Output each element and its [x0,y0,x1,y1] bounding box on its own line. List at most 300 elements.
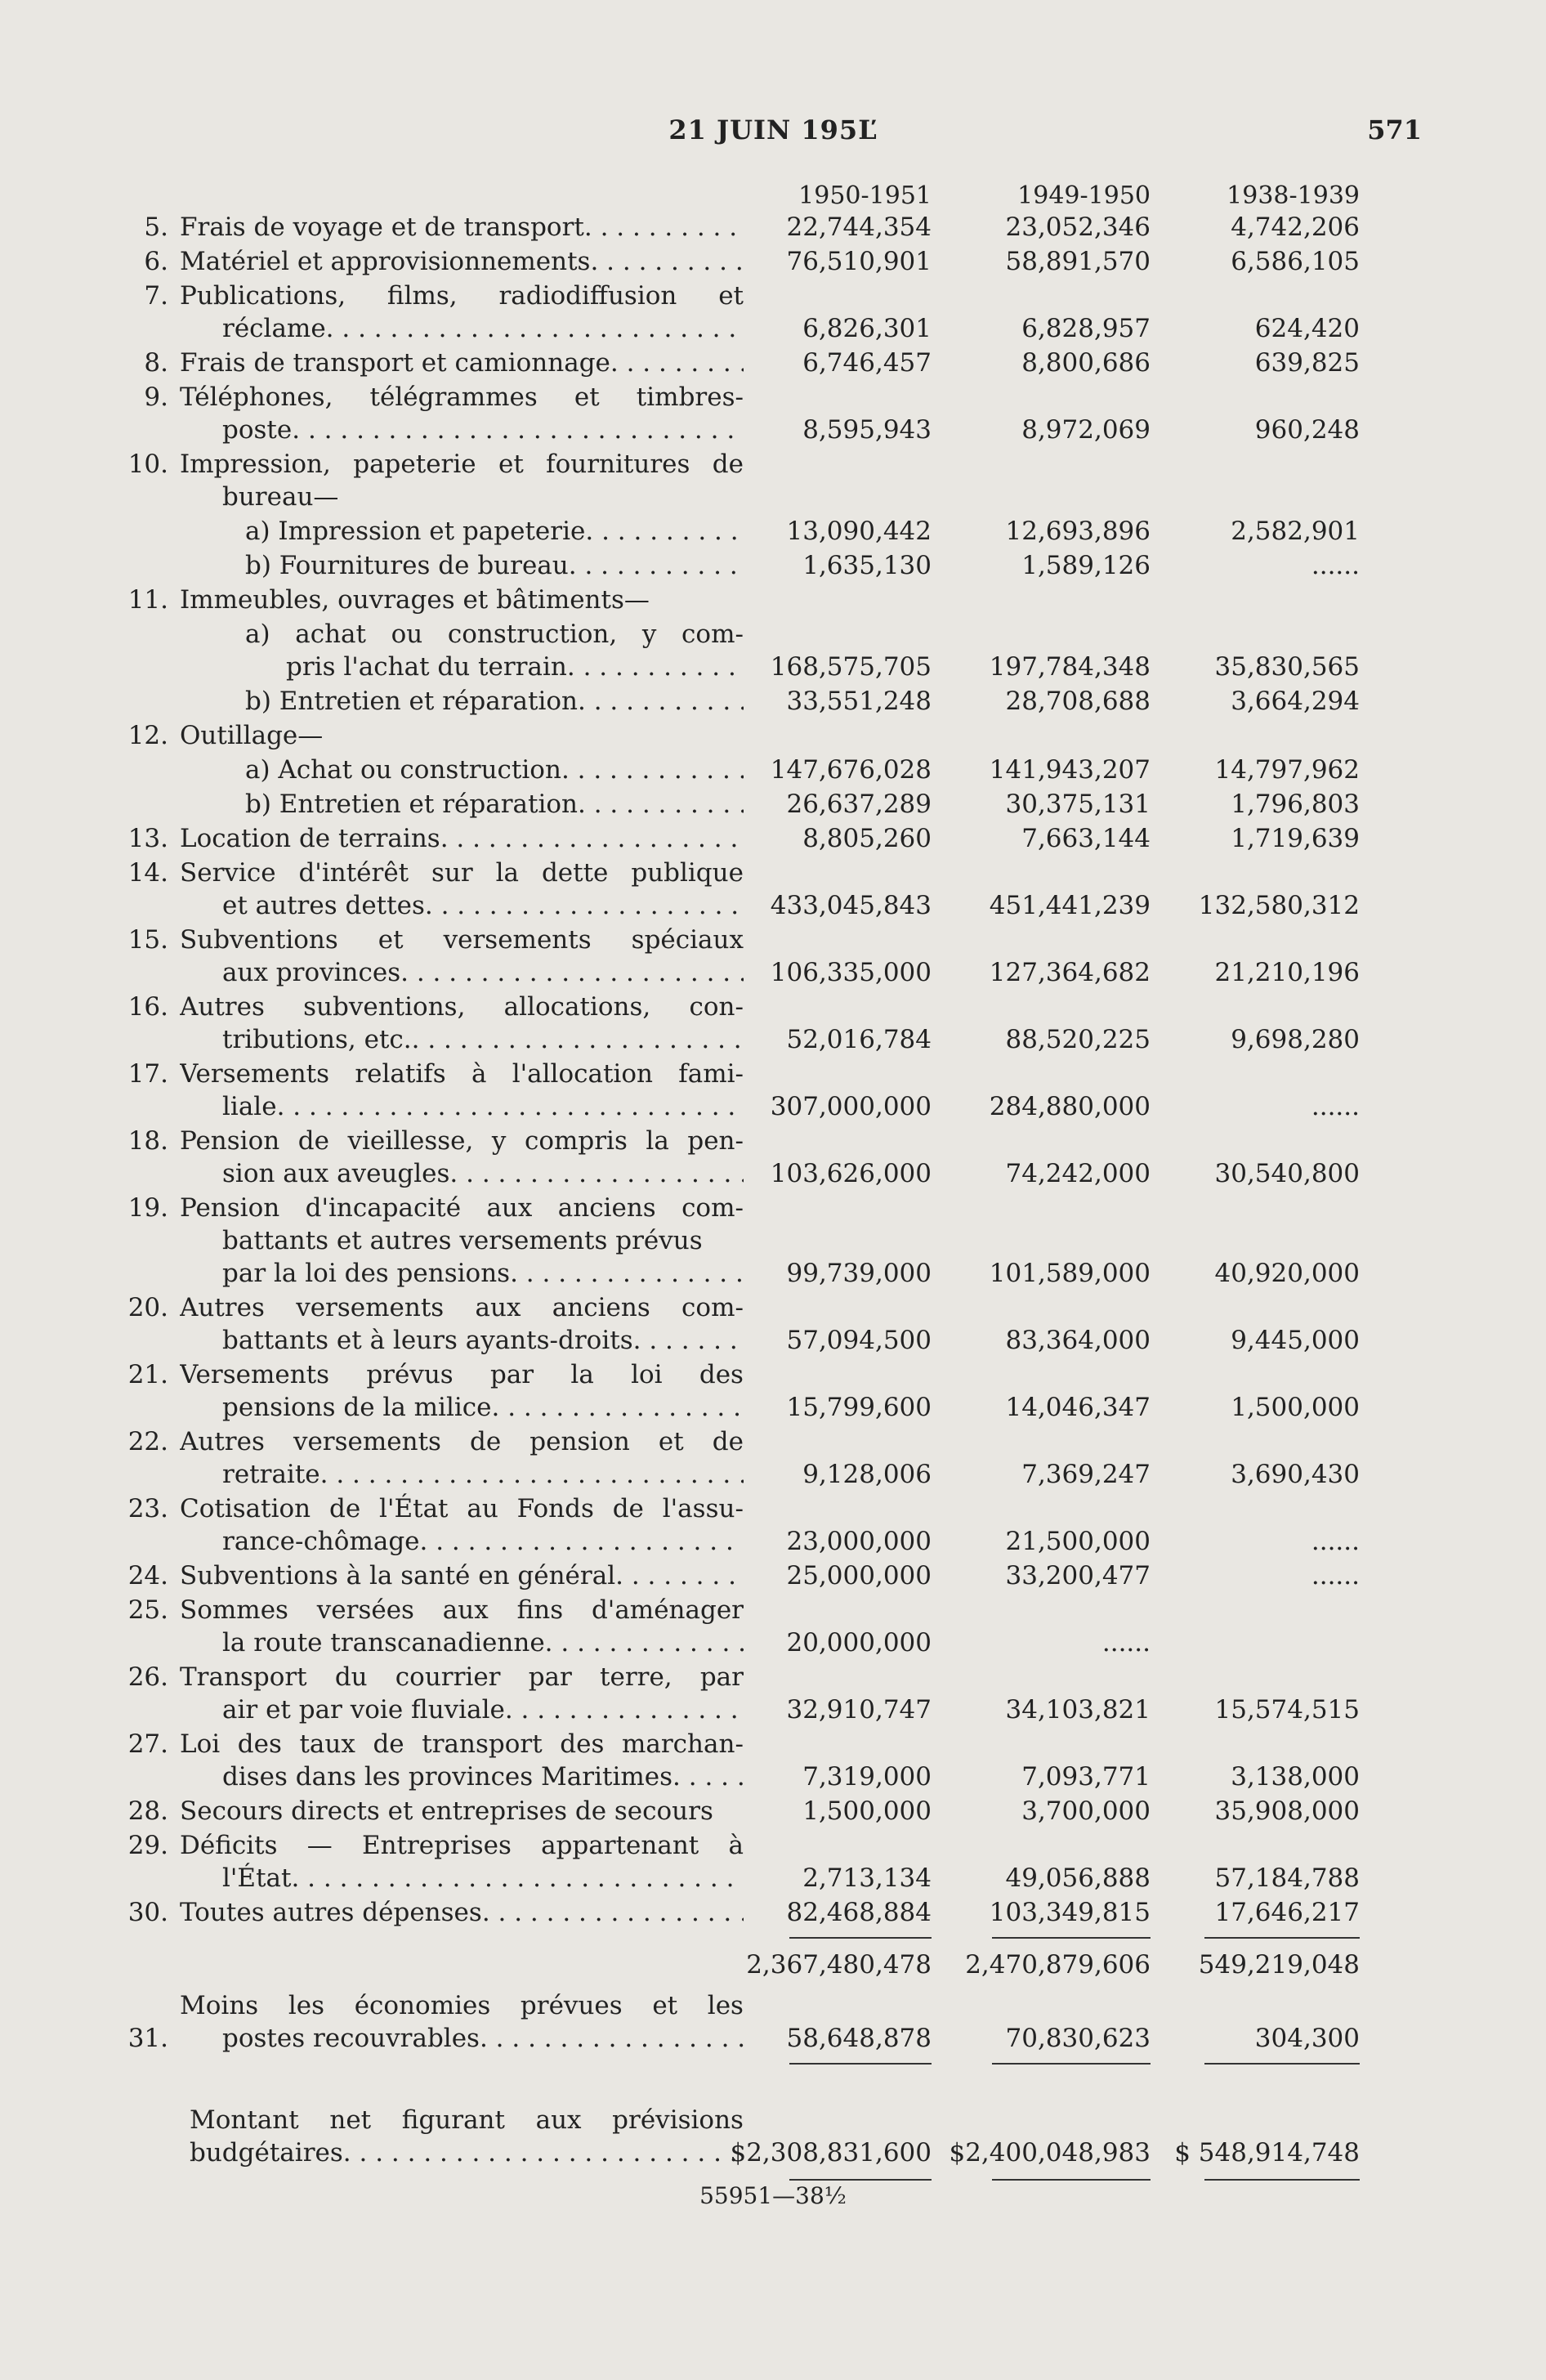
value-1950-1951: 103,626,000 [770,1159,932,1188]
description-text: Loi des taux de transport des marchan- [180,1729,744,1759]
item-description [190,2104,744,2169]
value-1950-1951: 147,676,028 [770,755,932,785]
value-1950-1951: 9,128,006 [802,1460,932,1489]
value-1949-1950: 8,972,069 [1021,415,1151,445]
value-1950-1951: 7,319,000 [802,1762,932,1792]
item-number: 8. [144,348,168,378]
description-text: Moins les économies prévues et les [180,1991,744,2020]
description-text: battants et à leurs ayants-droits [222,1326,633,1355]
table-row [0,685,1546,719]
description-line [180,1192,744,1224]
description-line [180,1257,744,1290]
description-line [180,1829,744,1862]
subtotal-value: 2,470,879,606 [965,1950,1151,1980]
value-1949-1950: 451,441,239 [989,891,1151,920]
deduction-value: 58,648,878 [786,2024,932,2053]
value-1949-1950: 58,891,570 [1005,247,1151,276]
description-line [180,481,744,513]
table-row [0,1291,1546,1358]
description-text: b) Fournitures de bureau [245,551,569,580]
description-text: Téléphones, télégrammes et timbres- [180,382,744,412]
description-text: poste [222,415,293,445]
item-description [180,1425,744,1491]
description-text: Frais de voyage et de transport [180,212,584,242]
description-text: Cotisation de l'État au Fonds de l'assu- [180,1494,744,1523]
subtotal-value: 2,367,480,478 [746,1950,932,1980]
value-1949-1950: 74,242,000 [1005,1159,1151,1188]
table-row [0,618,1546,685]
description-text: Subventions à la santé en général [180,1561,616,1590]
description-text: a) Achat ou construction [245,755,561,785]
value-1938-1939: 35,830,565 [1214,652,1360,682]
table-row [0,347,1546,381]
description-line [180,1896,744,1929]
value-1949-1950: 83,364,000 [1005,1326,1151,1355]
description-text: l'État [222,1863,292,1893]
description-text: Sommes versées aux fins d'aménager [180,1595,744,1625]
value-1950-1951: 15,799,600 [786,1393,932,1422]
net-double-rule [992,2179,1151,2181]
item-description [180,549,744,582]
table-row [0,788,1546,822]
value-1949-1950: 30,375,131 [1005,790,1151,819]
table-row [0,1358,1546,1425]
value-1938-1939: 3,690,430 [1231,1460,1360,1489]
value-1938-1939: 30,540,800 [1214,1159,1360,1188]
description-text: la route transcanadienne [222,1628,545,1658]
description-text: Outillage— [180,721,324,750]
item-number: 22. [127,1427,168,1456]
value-1938-1939: 639,825 [1254,348,1360,378]
value-1950-1951: 82,468,884 [786,1898,932,1927]
value-1950-1951: 6,826,301 [802,314,932,343]
value-1949-1950: 141,943,207 [989,755,1151,785]
description-line [180,719,744,752]
item-description [180,1594,744,1659]
item-description [180,448,744,513]
item-description [180,1559,744,1592]
description-line [180,1324,744,1357]
description-line [180,1358,744,1391]
table-row [0,1425,1546,1492]
value-1949-1950: 14,046,347 [1005,1393,1151,1422]
net-total-value: $2,400,048,983 [949,2138,1151,2168]
leader-dots [291,1862,744,1895]
subtotal-rule [1204,1937,1360,1939]
description-text: dises dans les provinces Maritimes [222,1762,673,1792]
description-line [180,956,744,989]
description-line [180,1559,744,1592]
description-line [180,1058,744,1090]
description-line [180,1728,744,1760]
net-total-value: $ 548,914,748 [1174,2138,1360,2168]
description-text: Déficits — Entreprises appartenant à [180,1831,744,1860]
value-1938-1939: ...... [1311,1561,1360,1590]
item-description [180,1989,744,2055]
value-1949-1950: 28,708,688 [1005,687,1151,716]
table-row [0,1829,1546,1896]
value-1950-1951: 99,739,000 [786,1259,932,1288]
description-line [180,822,744,855]
description-line [180,245,744,278]
item-number: 6. [144,247,168,276]
value-1938-1939: 57,184,788 [1214,1863,1360,1893]
item-number: 25. [127,1595,168,1625]
item-description [180,245,744,278]
description-line [190,2136,744,2169]
description-line [180,2022,744,2055]
description-line [180,1291,744,1324]
item-description [180,211,744,244]
table-row [0,857,1546,924]
description-text: retraite [222,1460,320,1489]
item-number: 24. [127,1561,168,1590]
column-header-1950-1951: 1950-1951 [798,181,932,210]
description-text: postes recouvrables [222,2024,480,2053]
value-1950-1951: 32,910,747 [786,1695,932,1725]
table-row [0,584,1546,618]
value-1938-1939: 2,582,901 [1231,517,1360,546]
description-line [180,1760,744,1793]
item-description [180,822,744,855]
description-text: Autres versements aux anciens com- [180,1293,744,1322]
item-number: 12. [127,721,168,750]
item-description [180,1829,744,1895]
description-line [180,889,744,922]
item-description [180,1728,744,1793]
description-line [190,2104,744,2136]
description-text: Immeubles, ouvrages et bâtiments— [180,585,650,615]
value-1949-1950: 8,800,686 [1021,348,1151,378]
value-1938-1939: 6,586,105 [1231,247,1360,276]
description-text: Autres versements de pension et de [180,1427,744,1456]
value-1938-1939: 1,500,000 [1231,1393,1360,1422]
table-row [0,280,1546,347]
item-number: 21. [127,1360,168,1389]
item-description [180,685,744,718]
column-headers [0,181,1546,214]
item-number: 14. [127,858,168,888]
value-1938-1939: 9,698,280 [1231,1025,1360,1054]
description-line [180,515,744,548]
description-line [180,857,744,889]
leader-dots [343,2136,744,2169]
description-text: b) Entretien et réparation [245,687,578,716]
value-1950-1951: 433,045,843 [770,891,932,920]
item-description [180,280,744,345]
description-text: Toutes autres dépenses [180,1898,482,1927]
table-row [0,719,1546,754]
item-description [180,347,744,379]
description-line [180,1594,744,1626]
item-number: 31. [127,2024,168,2053]
value-1950-1951: 1,500,000 [802,1796,932,1826]
description-text: pensions de la milice [222,1393,492,1422]
table-row [0,1661,1546,1728]
value-1950-1951: 22,744,354 [786,212,932,242]
table-row [0,549,1546,584]
value-1950-1951: 6,746,457 [802,348,932,378]
value-1938-1939: 3,664,294 [1231,687,1360,716]
description-text: Versements relatifs à l'allocation fami- [180,1059,744,1089]
item-number: 28. [127,1796,168,1826]
item-description [180,924,744,989]
item-description [180,991,744,1056]
table-row [0,1058,1546,1125]
description-line [180,1525,744,1558]
table-row [0,754,1546,788]
table-row [0,381,1546,448]
description-text: sion aux aveugles [222,1159,450,1188]
table-row [0,1125,1546,1192]
value-1938-1939: 4,742,206 [1231,212,1360,242]
value-1950-1951: 57,094,500 [786,1326,932,1355]
value-1938-1939: 960,248 [1254,415,1360,445]
description-line [180,347,744,379]
item-number: 10. [127,450,168,479]
description-line [180,1626,744,1659]
description-text: aux provinces [222,958,401,987]
deduction-value: 70,830,623 [1005,2024,1151,2053]
description-text: Subventions et versements spéciaux [180,925,744,955]
net-rule [789,2063,932,2065]
description-text: Versements prévus par la loi des [180,1360,744,1389]
value-1949-1950: 7,093,771 [1021,1762,1151,1792]
value-1949-1950: 49,056,888 [1005,1863,1151,1893]
description-line [180,448,744,481]
value-1949-1950: 284,880,000 [989,1092,1151,1121]
item-description [180,515,744,548]
value-1949-1950: 88,520,225 [1005,1025,1151,1054]
value-1938-1939: 1,796,803 [1231,790,1360,819]
item-description [180,1896,744,1929]
value-1950-1951: 106,335,000 [770,958,932,987]
item-number: 17. [127,1059,168,1089]
description-text: Publications, films, radiodiffusion et [180,281,744,311]
item-number: 19. [127,1193,168,1223]
value-1950-1951: 25,000,000 [786,1561,932,1590]
subtotal-rule [992,1937,1151,1939]
value-1938-1939: 15,574,515 [1214,1695,1360,1725]
item-description [180,1492,744,1558]
description-line [180,1795,744,1828]
description-text: par la loi des pensions [222,1259,511,1288]
leader-dots [277,1090,744,1123]
item-description [180,381,744,446]
description-text: tributions, etc. [222,1025,412,1054]
item-number: 18. [127,1126,168,1156]
description-line [180,788,744,821]
value-1950-1951: 76,510,901 [786,247,932,276]
item-description [180,1661,744,1726]
value-1938-1939: ...... [1311,1527,1360,1556]
table-row [0,991,1546,1058]
value-1938-1939: 40,920,000 [1214,1259,1360,1288]
value-1949-1950: 127,364,682 [989,958,1151,987]
subtotal-value: 549,219,048 [1198,1950,1360,1980]
value-1950-1951: 8,595,943 [802,415,932,445]
item-number: 11. [127,585,168,615]
description-text: rance-chômage [222,1527,420,1556]
description-text: Transport du courrier par terre, par [180,1662,744,1692]
value-1938-1939: 21,210,196 [1214,958,1360,987]
value-1950-1951: 20,000,000 [786,1628,932,1658]
value-1938-1939: 624,420 [1254,314,1360,343]
description-text: Secours directs et entreprises de secours [180,1796,713,1826]
value-1949-1950: 7,369,247 [1021,1460,1151,1489]
description-text: b) Entretien et réparation [245,790,578,819]
description-line [180,1125,744,1157]
description-text: Impression, papeterie et fournitures de [180,450,744,479]
value-1950-1951: 23,000,000 [786,1527,932,1556]
description-line [180,549,744,582]
item-description [180,1291,744,1357]
value-1938-1939: 35,908,000 [1214,1796,1360,1826]
table-row [0,448,1546,515]
table-row [0,1728,1546,1795]
value-1938-1939: 3,138,000 [1231,1762,1360,1792]
description-text: liale [222,1092,277,1121]
table-row [0,1795,1546,1829]
leader-dots [292,414,744,446]
description-line [180,280,744,312]
description-line [180,618,744,651]
value-1949-1950: 23,052,346 [1005,212,1151,242]
value-1938-1939: 9,445,000 [1231,1326,1360,1355]
item-number: 5. [144,212,168,242]
value-1949-1950: 34,103,821 [1005,1695,1151,1725]
description-line [180,1693,744,1726]
item-description [180,1358,744,1424]
description-text: Matériel et approvisionnements [180,247,591,276]
value-1949-1950: ...... [1101,1628,1151,1658]
item-description [180,1192,744,1290]
value-1949-1950: 7,663,144 [1021,824,1151,853]
description-line [180,414,744,446]
net-rule [992,2063,1151,2065]
value-1938-1939: 132,580,312 [1198,891,1360,920]
description-text: et autres dettes [222,891,425,920]
description-text: Montant net figurant aux prévisions [190,2105,744,2135]
description-text: a) achat ou construction, y com- [245,620,744,649]
description-line [180,1391,744,1424]
description-line [180,1661,744,1693]
value-1950-1951: 2,713,134 [802,1863,932,1893]
description-line [180,584,744,616]
net-rule [1204,2063,1360,2065]
item-description [180,788,744,821]
description-line [180,312,744,345]
deduction-value: 304,300 [1254,2024,1360,2053]
value-1950-1951: 52,016,784 [786,1025,932,1054]
table-row [0,1492,1546,1559]
subtotal-rule [789,1937,932,1939]
description-line [180,1023,744,1056]
page-number: 571 [1367,114,1422,145]
description-line [180,1458,744,1491]
item-number: 7. [144,281,168,311]
value-1949-1950: 6,828,957 [1021,314,1151,343]
item-description [180,1058,744,1123]
expense-table [0,211,1546,1930]
item-description [180,1795,744,1828]
description-text: Autres subventions, allocations, con- [180,992,744,1022]
value-1938-1939: ...... [1311,1092,1360,1121]
value-1950-1951: 1,635,130 [802,551,932,580]
value-1949-1950: 197,784,348 [989,652,1151,682]
description-line [180,924,744,956]
description-line [180,1862,744,1895]
column-header-1938-1939: 1938-1939 [1227,181,1360,210]
item-description [180,618,744,683]
value-1949-1950: 12,693,896 [1005,517,1151,546]
item-number: 23. [127,1494,168,1523]
description-text: air et par voie fluviale [222,1695,505,1725]
description-line [180,991,744,1023]
description-text: battants et autres versements prévus [222,1226,703,1255]
value-1938-1939: ...... [1311,551,1360,580]
value-1949-1950: 103,349,815 [989,1898,1151,1927]
value-1938-1939: 1,719,639 [1231,824,1360,853]
page-footer: 55951—38½ [699,2182,847,2209]
table-row [0,924,1546,991]
item-description [180,719,744,752]
net-double-rule [789,2179,932,2181]
description-line [180,1157,744,1190]
table-row [0,1192,1546,1291]
value-1950-1951: 26,637,289 [786,790,932,819]
description-text: Pension d'incapacité aux anciens com- [180,1193,744,1223]
description-line [180,685,744,718]
item-number: 16. [127,992,168,1022]
table-row [0,1559,1546,1594]
leader-dots [326,312,744,345]
net-total-value: $2,308,831,600 [730,2138,932,2168]
value-1949-1950: 33,200,477 [1005,1561,1151,1590]
description-line [180,651,744,683]
description-line [180,381,744,414]
value-1949-1950: 101,589,000 [989,1259,1151,1288]
value-1949-1950: 1,589,126 [1021,551,1151,580]
description-line [180,1090,744,1123]
item-number: 13. [127,824,168,853]
description-text: Location de terrains [180,824,440,853]
item-number: 29. [127,1831,168,1860]
item-number: 9. [144,382,168,412]
table-row [0,211,1546,245]
description-line [180,1989,744,2022]
description-line [180,211,744,244]
item-description [180,857,744,922]
item-number: 27. [127,1729,168,1759]
column-header-1949-1950: 1949-1950 [1017,181,1151,210]
description-text: pris l'achat du terrain [286,652,567,682]
item-description [180,584,744,616]
description-line [180,1224,744,1257]
value-1949-1950: 3,700,000 [1021,1796,1151,1826]
description-text: Service d'intérêt sur la dette publique [180,858,744,888]
value-1950-1951: 33,551,248 [786,687,932,716]
item-number: 20. [127,1293,168,1322]
description-text: bureau— [222,482,339,512]
value-1950-1951: 307,000,000 [770,1092,932,1121]
value-1950-1951: 8,805,260 [802,824,932,853]
description-text: Pension de vieillesse, y compris la pen- [180,1126,744,1156]
table-row [0,515,1546,549]
item-number: 26. [127,1662,168,1692]
value-1950-1951: 168,575,705 [770,652,932,682]
net-double-rule [1204,2179,1360,2181]
